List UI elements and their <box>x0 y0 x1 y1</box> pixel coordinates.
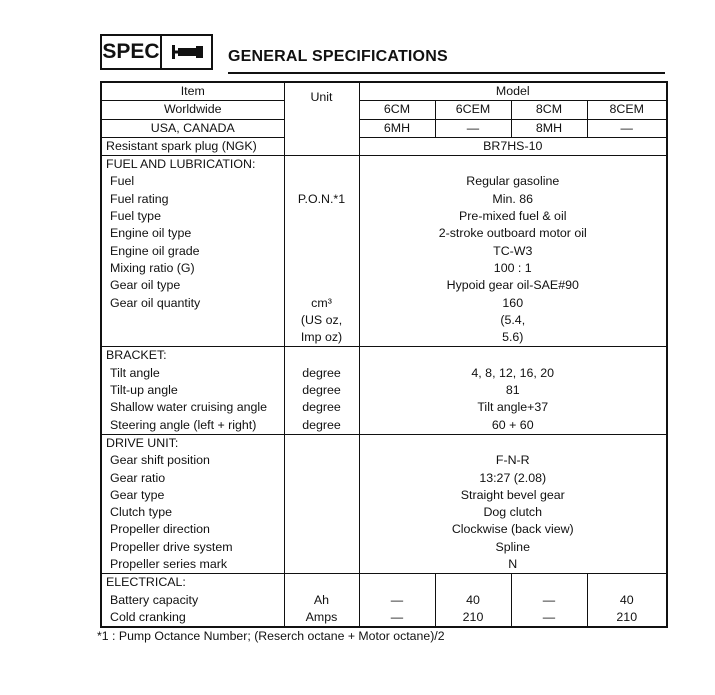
table-row <box>101 452 667 469</box>
row-unit: degree <box>284 382 359 399</box>
row-label: Tilt-up angle <box>110 383 178 398</box>
row-label: Gear type <box>110 487 165 502</box>
row-value: — <box>359 592 435 609</box>
row-unit: Ah <box>284 592 359 609</box>
row-label: Propeller series mark <box>110 557 228 572</box>
table-row <box>101 312 667 329</box>
row-value: 160 <box>359 295 667 312</box>
row-unit <box>284 260 359 277</box>
table-row <box>101 225 667 242</box>
row-value: F-N-R <box>359 452 667 469</box>
row-unit <box>284 173 359 190</box>
row-label: Engine oil type <box>110 226 192 241</box>
row-label: Engine oil grade <box>110 243 200 258</box>
row-unit <box>284 487 359 504</box>
row-unit: P.O.N.*1 <box>284 191 359 208</box>
table-row <box>101 504 667 521</box>
row-label: Mixing ratio (G) <box>110 260 195 275</box>
model-header: Model <box>359 82 667 101</box>
section-fuel-title-row <box>101 156 667 174</box>
row-unit <box>284 521 359 538</box>
spark-plug-value: BR7HS-10 <box>359 137 667 155</box>
row-label: Battery capacity <box>110 592 199 607</box>
row-label: Gear oil quantity <box>110 295 201 310</box>
table-row <box>101 539 667 556</box>
row-value: 60 + 60 <box>359 417 667 435</box>
row-unit: (US oz, <box>284 312 359 329</box>
section-electrical-title-row <box>101 574 667 592</box>
row-value: 4, 8, 12, 16, 20 <box>359 365 667 382</box>
row-value: 2-stroke outboard motor oil <box>359 225 667 242</box>
spec-label: SPEC <box>102 36 162 68</box>
row-label: Fuel type <box>110 209 161 224</box>
row-unit <box>284 243 359 260</box>
row-value: Hypoid gear oil-SAE#90 <box>359 277 667 294</box>
table-row <box>101 365 667 382</box>
row-unit: cm³ <box>284 295 359 312</box>
row-value: TC-W3 <box>359 243 667 260</box>
section-title: FUEL AND LUBRICATION: <box>106 157 256 172</box>
table-row <box>101 470 667 487</box>
row-value: 210 <box>435 609 511 627</box>
row-label: Gear ratio <box>110 470 166 485</box>
footnote: *1 : Pump Octance Number; (Reserch octane + Motor octane)/2 <box>97 629 445 643</box>
row-value: (5.4, <box>359 312 667 329</box>
row-label: Fuel rating <box>110 191 169 206</box>
row-label: Clutch type <box>110 505 172 520</box>
row-value: Straight bevel gear <box>359 487 667 504</box>
table-row <box>101 173 667 190</box>
row-value: Clockwise (back view) <box>359 521 667 538</box>
row-value: Regular gasoline <box>359 173 667 190</box>
row-unit: Imp oz) <box>284 329 359 347</box>
row-label: Cold cranking <box>110 609 186 624</box>
table-row <box>101 260 667 277</box>
model-8mh: 8MH <box>511 119 587 137</box>
row-label: Tilt angle <box>110 365 160 380</box>
row-value: 13:27 (2.08) <box>359 470 667 487</box>
section-drive-title-row <box>101 434 667 452</box>
model-usa-4: — <box>587 119 667 137</box>
row-value: 40 <box>435 592 511 609</box>
row-unit: Amps <box>284 609 359 627</box>
row-label: Fuel <box>110 174 135 189</box>
spark-plug-label: Resistant spark plug (NGK) <box>101 137 284 155</box>
table-row <box>101 556 667 574</box>
spec-badge <box>100 34 213 70</box>
row-value: 210 <box>587 609 667 627</box>
row-unit: degree <box>284 399 359 416</box>
header-row-item <box>101 82 667 101</box>
spark-plug-row <box>101 137 667 155</box>
section-title: DRIVE UNIT: <box>101 434 284 452</box>
row-value: Spline <box>359 539 667 556</box>
row-unit: degree <box>284 365 359 382</box>
table-row <box>101 592 667 609</box>
section-title: BRACKET: <box>101 347 284 365</box>
row-unit <box>284 504 359 521</box>
outboard-motor-icon <box>162 36 211 68</box>
row-value: Min. 86 <box>359 191 667 208</box>
row-value: Dog clutch <box>359 504 667 521</box>
table-row <box>101 295 667 312</box>
row-value: 40 <box>587 592 667 609</box>
row-label: Propeller drive system <box>110 539 233 554</box>
row-value: — <box>511 592 587 609</box>
row-label: Gear oil type <box>110 278 181 293</box>
row-value: — <box>511 609 587 627</box>
title-underline <box>228 72 665 74</box>
table-row <box>101 243 667 260</box>
row-value: Pre-mixed fuel & oil <box>359 208 667 225</box>
row-unit <box>284 470 359 487</box>
model-6mh: 6MH <box>359 119 435 137</box>
row-value: N <box>359 556 667 574</box>
row-label: Gear shift position <box>110 453 210 468</box>
unit-header: Unit <box>284 82 359 137</box>
row-unit <box>284 539 359 556</box>
model-8cm: 8CM <box>511 101 587 119</box>
row-unit <box>284 277 359 294</box>
table-row <box>101 609 667 627</box>
row-label: Propeller direction <box>110 522 210 537</box>
item-header: Item <box>101 82 284 101</box>
page-title: GENERAL SPECIFICATIONS <box>228 48 448 65</box>
row-value: — <box>359 609 435 627</box>
row-value: Tilt angle+37 <box>359 399 667 416</box>
row-unit <box>284 556 359 574</box>
usa-canada-row <box>101 119 667 137</box>
row-unit <box>284 225 359 242</box>
table-row <box>101 399 667 416</box>
model-6cem: 6CEM <box>435 101 511 119</box>
specifications-table <box>100 81 668 628</box>
row-label: Shallow water cruising angle <box>110 400 268 415</box>
table-row <box>101 329 667 347</box>
row-unit <box>284 452 359 469</box>
row-unit <box>284 208 359 225</box>
table-row <box>101 417 667 435</box>
row-value: 81 <box>359 382 667 399</box>
row-value: 100 : 1 <box>359 260 667 277</box>
table-row <box>101 487 667 504</box>
table-row <box>101 208 667 225</box>
table-row <box>101 521 667 538</box>
table-row <box>101 191 667 208</box>
usa-canada-label: USA, CANADA <box>101 119 284 137</box>
worldwide-label: Worldwide <box>101 101 284 119</box>
section-bracket-title-row <box>101 347 667 365</box>
section-title: ELECTRICAL: <box>101 574 284 592</box>
table-row <box>101 277 667 294</box>
model-8cem: 8CEM <box>587 101 667 119</box>
row-unit: degree <box>284 417 359 435</box>
row-value: 5.6) <box>359 329 667 347</box>
model-6cm: 6CM <box>359 101 435 119</box>
worldwide-row <box>101 101 667 119</box>
row-label: Steering angle (left + right) <box>110 417 257 432</box>
table-row <box>101 382 667 399</box>
model-usa-2: — <box>435 119 511 137</box>
